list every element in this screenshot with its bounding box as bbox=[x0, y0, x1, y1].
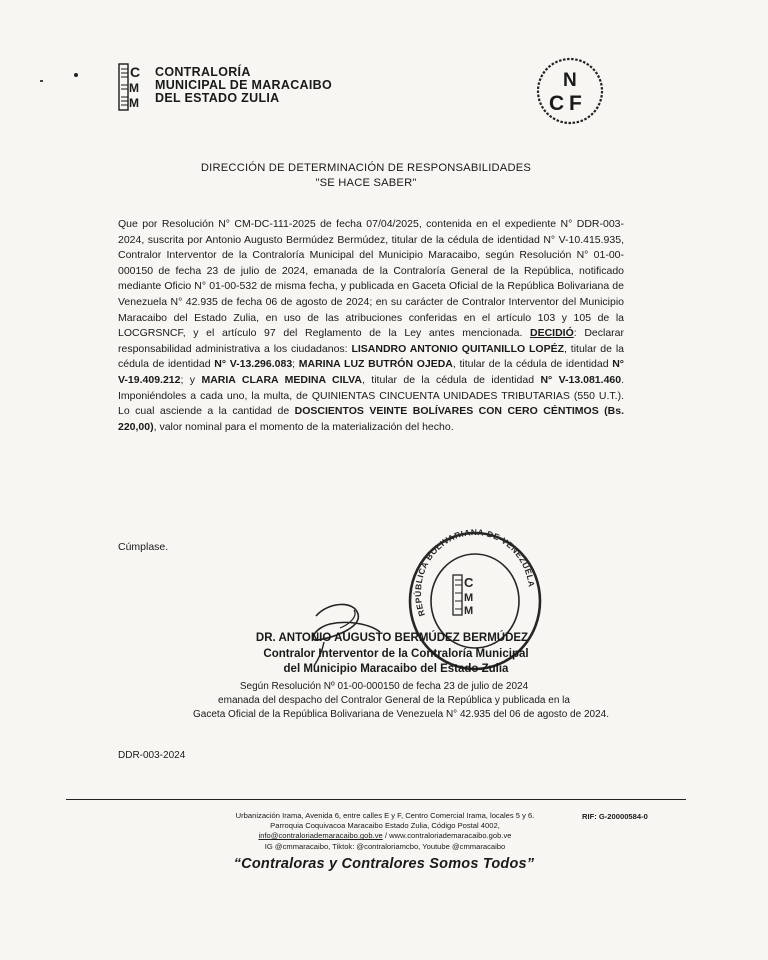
citizen-name: MARIA CLARA MEDINA CILVA bbox=[201, 373, 362, 386]
body-text: , valor nominal para el momento de la materialización del hecho. bbox=[153, 420, 454, 433]
body-text: Que por Resolución N° CM-DC-111-2025 de fecha 07/04/2025, contenida en el expediente N° DDR-003-2024, suscrita por Antonio Augusto Bermúdez Bermúdez, titular de la cédula de identidad N° V-10.415.935, Contralor Interventor de la Contraloría Municipal del Municipio Maracaibo, según Resolución N° 01-00-000150 de fecha 23 de julio de 2024, emanada de la Contraloría General de la República, notificado mediante Oficio N° 01-00-532 de misma fecha, y publicada en Gaceta Oficial de la República Bolivariana de Venezuela N° 42.935 de fecha 06 de agosto de 2024; en su carácter de Contralor Interventor del Municipio Maracaibo del Estado Zulia, en uso de las atribuciones conferidas en el artículo 103 y 105 de la LOCGRSNCF, y el artículo 97 del Reglamento de la Ley antes mencionada. bbox=[118, 218, 624, 340]
email-link[interactable]: info@contraloriademaracaibo.gob.ve bbox=[258, 831, 383, 841]
org-name-line: DEL ESTADO ZULIA bbox=[155, 91, 280, 105]
contraloria-logo-icon bbox=[118, 63, 152, 113]
body-text: . Imponiéndoles a cada uno, la multa, de QUINIENTAS CINCUENTA UNIDADES TRIBUTARIAS (550 U.T.). Lo cual asciende a la cantidad de bbox=[118, 373, 625, 418]
logo-letter-c: C bbox=[130, 64, 141, 80]
seal-ring-text: REPÚBLICA BOLIVARIANA DE VENEZUELA bbox=[412, 527, 537, 618]
resolution-reference: Gaceta Oficial de la República Bolivariana de Venezuela N° 42.935 del 06 de agosto de 2024. bbox=[193, 709, 609, 720]
seal-letter-m: M bbox=[464, 592, 474, 604]
citizen-name: LISANDRO ANTONIO QUITANILLO LOPÉZ bbox=[351, 342, 565, 355]
ncf-letter-c: C bbox=[549, 92, 565, 115]
signatory-title: del Municipio Maracaibo del Estado Zulia bbox=[283, 663, 509, 675]
resolution-reference: emanada del despacho del Contralor General de la República y publicada en la bbox=[218, 695, 570, 706]
document-subtitle: "SE HACE SABER" bbox=[315, 177, 417, 189]
body-text: : Declarar responsabilidad administrativa a los ciudadanos: bbox=[118, 327, 624, 355]
footer-line bbox=[150, 831, 620, 841]
decidio-label: DECIDIÓ bbox=[530, 327, 574, 340]
citizen-id: N° V-13.296.083 bbox=[214, 358, 293, 371]
body-text: ; y bbox=[180, 373, 202, 386]
document-title: DIRECCIÓN DE DETERMINACIÓN DE RESPONSABILIDADES bbox=[200, 162, 532, 174]
citizen-id: N° V-19.409.212 bbox=[118, 358, 625, 386]
citizen-name: MARINA LUZ BUTRÓN OJEDA bbox=[298, 358, 453, 371]
seal-letter-c: C bbox=[464, 575, 474, 590]
org-name-line: CONTRALORÍA bbox=[155, 65, 251, 79]
rif-number: RIF: G-20000584-0 bbox=[582, 812, 648, 821]
resolution-reference: Según Resolución Nº 01-00-000150 de fecha 23 de julio de 2024 bbox=[239, 681, 529, 692]
footer-address bbox=[150, 811, 620, 852]
body-text: ; bbox=[292, 358, 299, 371]
ncf-logo-icon bbox=[535, 56, 605, 126]
file-reference: DDR-003-2024 bbox=[118, 750, 186, 761]
body-text: , titular de la cédula de identidad bbox=[452, 358, 613, 371]
scan-speck bbox=[40, 80, 43, 82]
citizen-id: N° V-13.081.460 bbox=[540, 373, 622, 386]
slogan: “Contraloras y Contralores Somos Todos” bbox=[233, 856, 535, 872]
organization-name bbox=[155, 66, 332, 105]
website-text[interactable]: / www.contraloriademaracaibo.gob.ve bbox=[382, 831, 512, 841]
signatory-name: DR. ANTONIO AUGUSTO BERMÚDEZ BERMÚDEZ bbox=[255, 632, 529, 644]
org-name-line: MUNICIPAL DE MARACAIBO bbox=[155, 78, 332, 92]
resolution-body bbox=[118, 217, 624, 435]
seal-letter-m: M bbox=[464, 605, 474, 617]
logo-letter-m: M bbox=[129, 96, 139, 110]
footer-line: IG @cmmaracaibo, Tiktok: @contraloriamcbo, Youtube @cmmaracaibo bbox=[264, 841, 506, 851]
footer-line: Parroquia Coquivacoa Maracaibo Estado Zulia, Código Postal 4002, bbox=[270, 821, 500, 831]
footer-divider bbox=[66, 799, 686, 800]
fine-amount: DOSCIENTOS VEINTE BOLÍVARES CON CERO CÉNTIMOS (Bs. 220,00) bbox=[118, 405, 624, 433]
body-text: , titular de la cédula de identidad bbox=[361, 373, 541, 386]
scan-speck bbox=[74, 73, 78, 77]
signatory-title: Contralor Interventor de la Contraloría Municipal bbox=[263, 648, 529, 660]
ncf-letter-n: N bbox=[563, 70, 577, 91]
body-text: , titular de la cédula de identidad bbox=[118, 342, 624, 371]
closing-text: Cúmplase. bbox=[118, 541, 169, 553]
ncf-letter-f: F bbox=[569, 92, 582, 115]
footer-line: Urbanización Irama, Avenida 6, entre calles E y F, Centro Comercial Irama, locales 5 y 6. bbox=[235, 811, 535, 820]
logo-letter-m: M bbox=[129, 81, 139, 95]
